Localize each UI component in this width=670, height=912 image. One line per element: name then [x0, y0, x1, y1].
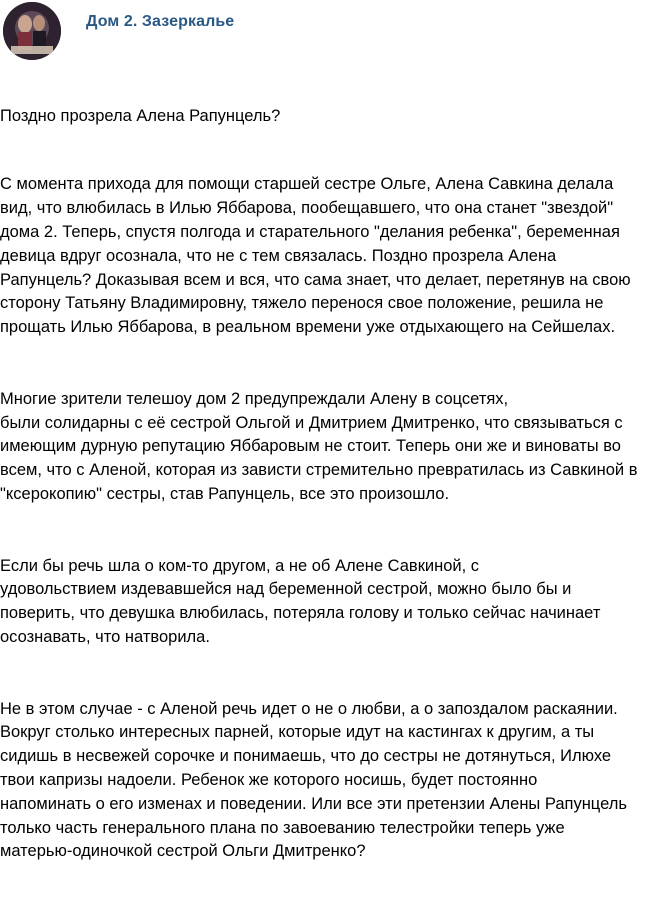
- post-header: [0, 0, 670, 62]
- post-paragraph-3: Если бы речь шла о ком-то другом, а не об Алене Савкиной, с удовольствием издевавшейся над беременной сестрой, можно было бы и поверить, что девушка влюбилась, потеряла голову и только сейчас начинает осознавать, что натворила.: [0, 556, 601, 646]
- post-paragraph-4: Не в этом случае - с Аленой речь идет о не о любви, а о запоздалом раскаянии. Вокруг столько интересных парней, которые идут на кастингах к другим, а ты сидишь в несвежей сорочке и понимаешь, что до сестры не дотянуться, Илюхе твои капризы надоели. Ребенок же которого носишь, будет постоянно напоминать о его изменах и поведении. Или все эти претензии Алены Рапунцель только часть генерального плана по завоеванию телестройки теперь уже матерью-одиночкой сестрой Ольги Дмитренко?: [0, 699, 627, 861]
- post-title: Поздно прозрела Алена Рапунцель?: [0, 106, 281, 125]
- post-paragraph-1: С момента прихода для помощи старшей сестре Ольге, Алена Савкина делала вид, что влюбилась в Илью Яббарова, пообещавшего, что она станет "звездой" дома 2. Теперь, спустя полгода и старательного "делания ребенка", беременная девица вдруг осознала, что не с тем связалась. Поздно прозрела Алена Рапунцель? Доказывая всем и вся, что сама знает, что делает, перетянув на свою сторону Татьяну Владимировну, тяжело перенося свое положение, решила не прощать Илью Яббарова, в реальном времени уже отдыхающего на Сейшелах.: [0, 175, 631, 337]
- channel-name-link[interactable]: Дом 2. Зазеркалье: [86, 13, 235, 30]
- post-paragraph-2: Многие зрители телешоу дом 2 предупреждали Алену в соцсетях, были солидарны с её сестрой Ольгой и Дмитрием Дмитренко, что связываться с имеющим дурную репутацию Яббаровым не стоит. Теперь они же и виноваты во всем, что с Аленой, которая из зависти стремительно превратилась из Савкиной в "ксерокопию" сестры, став Рапунцель, все это произошло.: [0, 389, 638, 503]
- channel-avatar-icon[interactable]: [3, 2, 61, 60]
- post-text: [0, 81, 664, 912]
